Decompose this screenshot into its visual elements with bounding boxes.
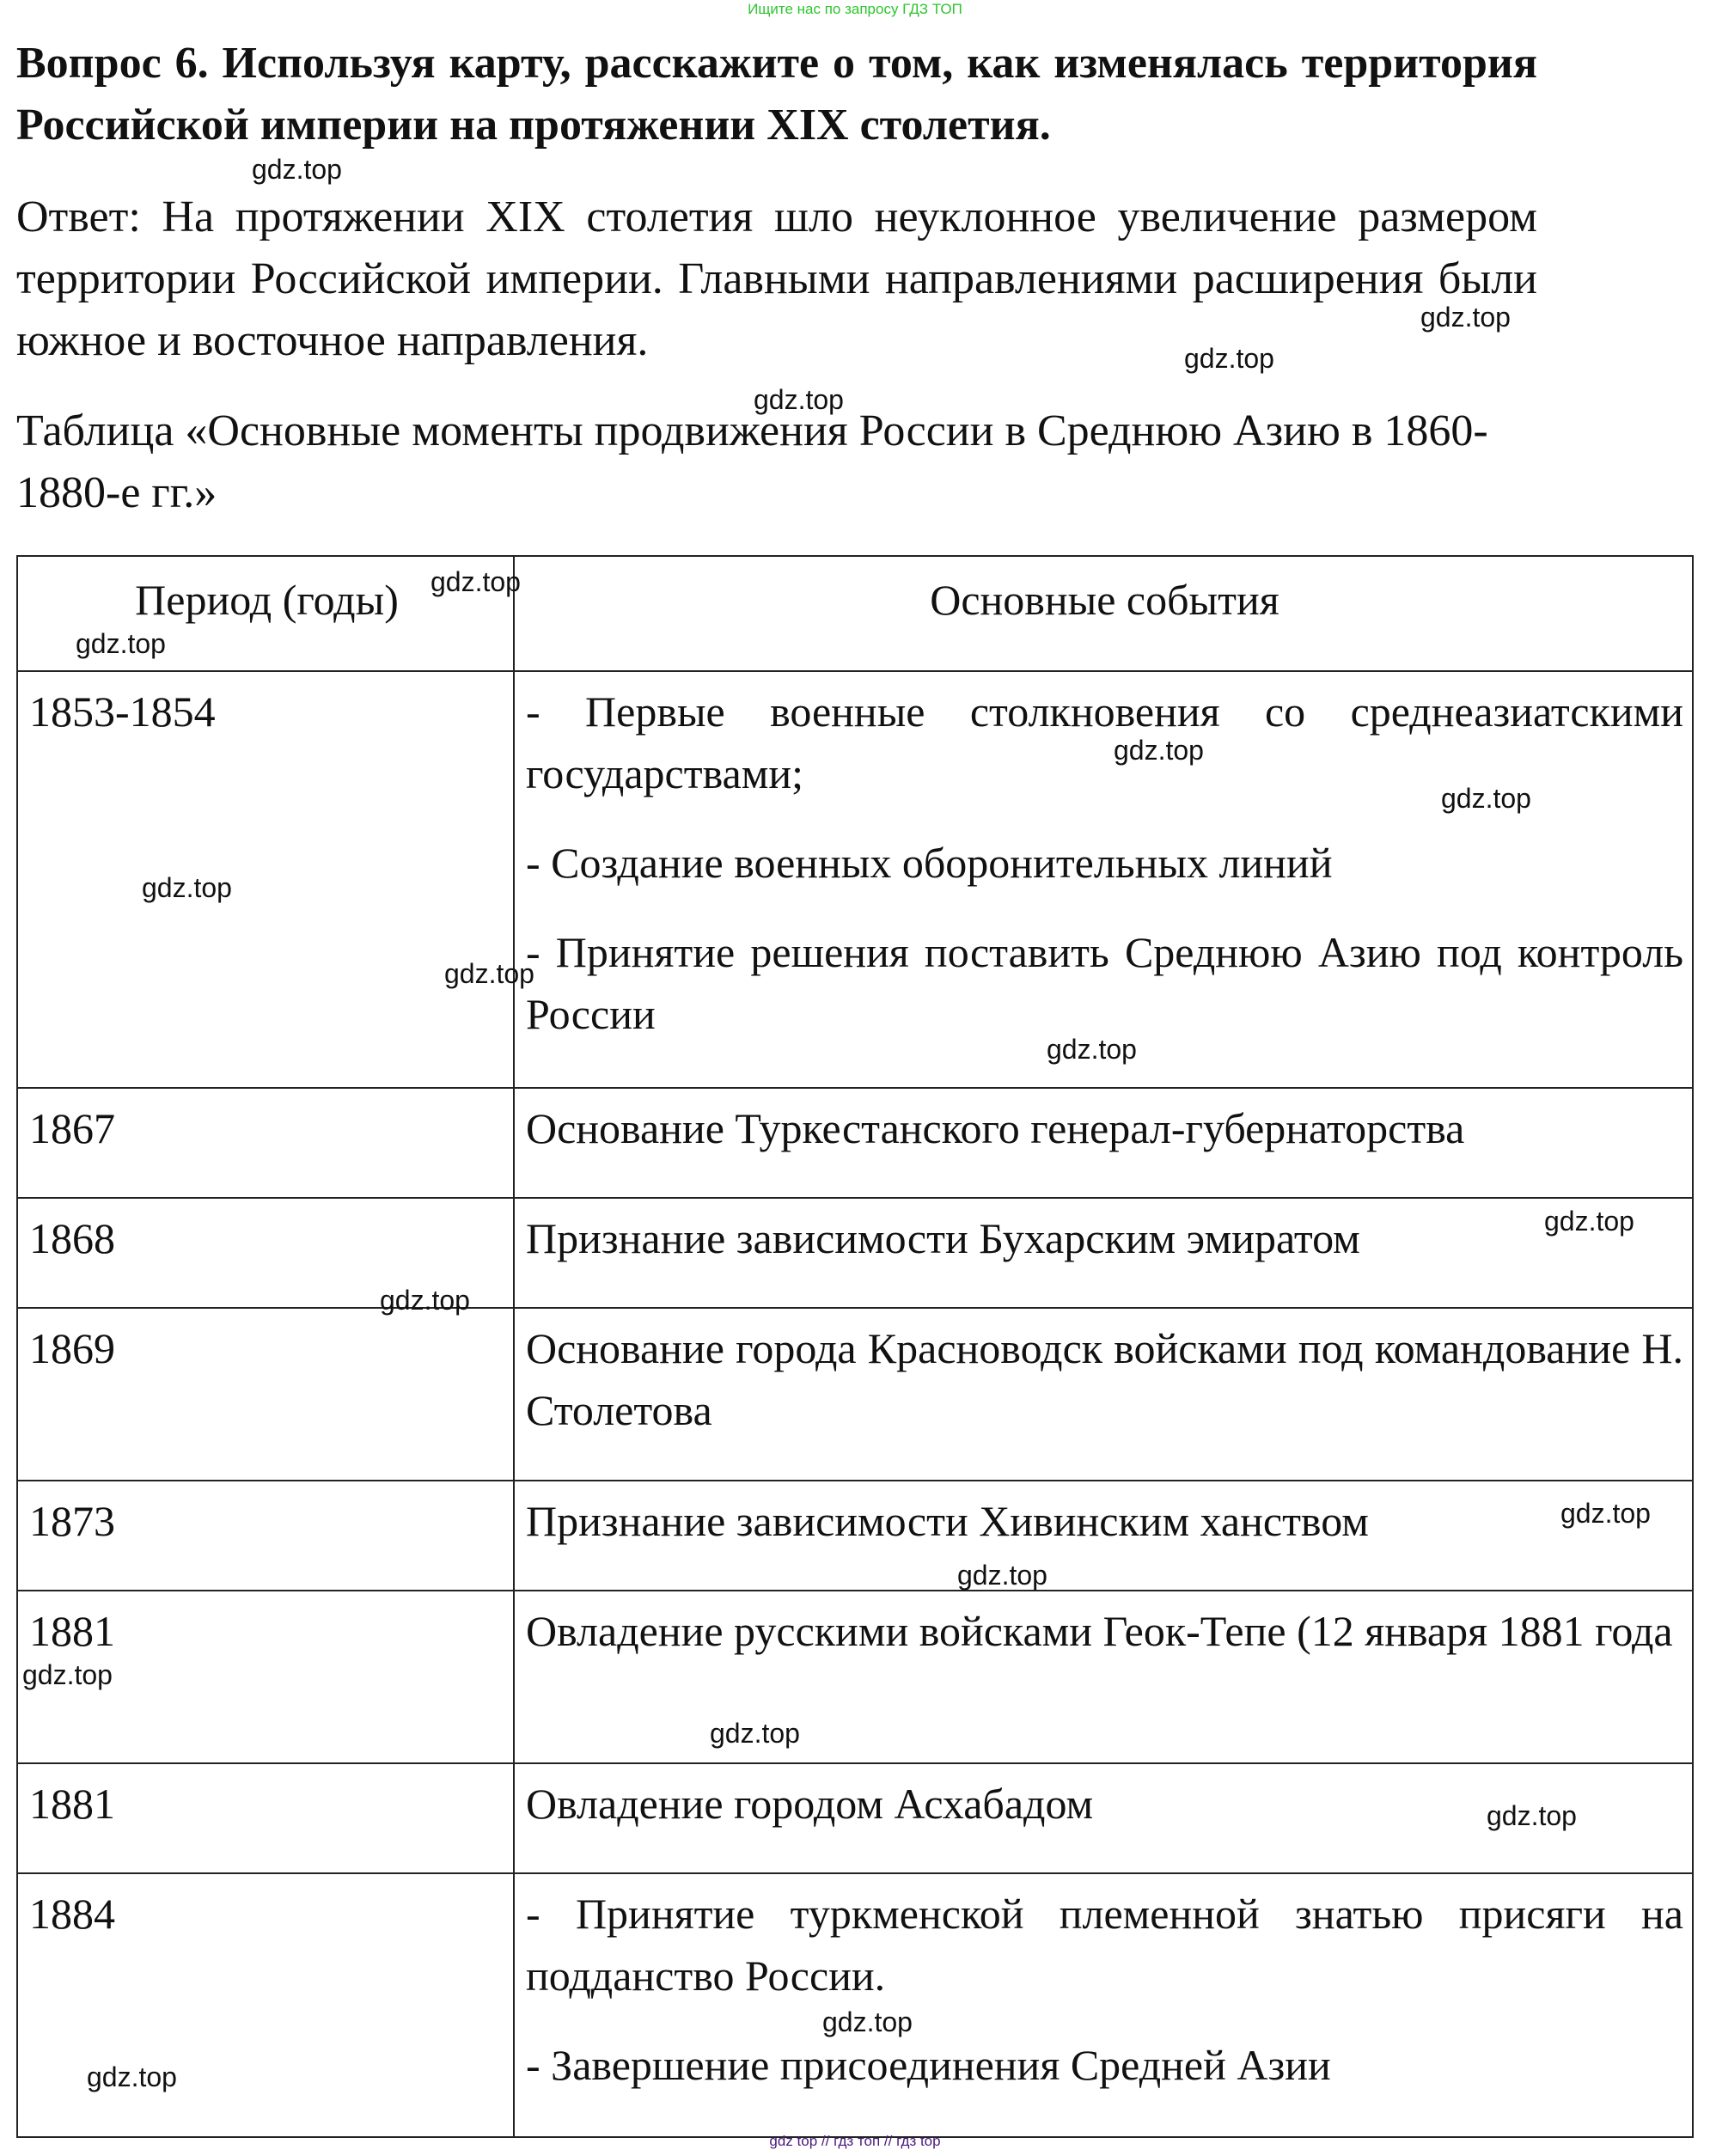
- table-row: [17, 671, 1693, 1088]
- event-text: Овладение русскими войсками Геок-Тепе (12 января 1881 года: [526, 1607, 1673, 1655]
- event-text: Основание города Красноводск войсками под командование Н. Столетова: [526, 1324, 1683, 1434]
- period-cell: 1853-1854: [17, 671, 514, 1088]
- header-period: Период (годы): [17, 556, 514, 671]
- table-row: [17, 1088, 1693, 1198]
- events-cell: [514, 1873, 1693, 2137]
- watermark: gdz.top: [1047, 1034, 1137, 1065]
- table-title: Таблица «Основные моменты продвижения России в Среднюю Азию в 1860-1880-е гг.»: [16, 406, 1488, 517]
- table-row: [17, 1591, 1693, 1763]
- bottom-banner: gdz top // гдз топ // гдз top: [769, 2133, 941, 2149]
- question-heading: Вопрос 6. Используя карту, расскажите о том, как изменялась территория Российской империи на протяжении XIX столетия.: [16, 39, 1537, 150]
- event-text: - Первые военные столкновения со среднеазиатскими государствами;: [526, 687, 1683, 797]
- table-row: [17, 1763, 1693, 1873]
- period-cell: 1881: [17, 1763, 514, 1873]
- events-cell: [514, 671, 1693, 1088]
- event-text: Основание Туркестанского генерал-губернаторства: [526, 1104, 1465, 1152]
- watermark: gdz.top: [1441, 783, 1531, 814]
- watermark: gdz.top: [76, 628, 166, 659]
- period-cell: 1869: [17, 1308, 514, 1481]
- table-row: [17, 1481, 1693, 1591]
- period-cell: 1867: [17, 1088, 514, 1198]
- watermark: gdz.top: [1184, 343, 1274, 374]
- watermark: gdz.top: [444, 958, 534, 989]
- period-cell: 1881: [17, 1591, 514, 1763]
- table-row: [17, 1198, 1693, 1308]
- watermark: gdz.top: [1420, 302, 1511, 333]
- table-row: [17, 1308, 1693, 1481]
- watermark: gdz.top: [1114, 735, 1204, 766]
- watermark: gdz.top: [252, 154, 342, 185]
- watermark: gdz.top: [142, 872, 232, 903]
- answer-text: Ответ: На протяжении XIX столетия шло неуклонное увеличение размером территории Российской империи. Главными направлениями расширения были южное и восточное направления.: [16, 192, 1537, 365]
- watermark: gdz.top: [431, 566, 521, 597]
- events-cell: [514, 1308, 1693, 1481]
- watermark: gdz.top: [380, 1285, 470, 1316]
- watermark: gdz.top: [710, 1718, 800, 1749]
- top-banner: Ищите нас по запросу ГДЗ ТОП: [748, 1, 962, 17]
- watermark: gdz.top: [1544, 1206, 1634, 1237]
- events-cell: [514, 1198, 1693, 1308]
- watermark: gdz.top: [957, 1560, 1047, 1591]
- events-cell: [514, 1481, 1693, 1591]
- watermark: gdz.top: [754, 384, 844, 415]
- table-header-row: [17, 556, 1693, 671]
- event-text: Признание зависимости Бухарским эмиратом: [526, 1214, 1360, 1262]
- period-cell: 1868: [17, 1198, 514, 1308]
- event-text: Признание зависимости Хивинским ханством: [526, 1497, 1369, 1545]
- header-events: Основные события: [514, 556, 1693, 671]
- table-row: [17, 1873, 1693, 2137]
- event-text: Овладение городом Асхабадом: [526, 1780, 1094, 1828]
- period-cell: 1884: [17, 1873, 514, 2137]
- events-cell: [514, 1088, 1693, 1198]
- event-text: - Принятие решения поставить Среднюю Азию под контроль России: [526, 928, 1683, 1038]
- watermark: gdz.top: [87, 2061, 177, 2092]
- event-text: - Создание военных оборонительных линий: [526, 839, 1333, 887]
- period-cell: 1873: [17, 1481, 514, 1591]
- watermark: gdz.top: [22, 1659, 113, 1690]
- event-text: - Завершение присоединения Средней Азии: [526, 2041, 1331, 2089]
- event-text: - Принятие туркменской племенной знатью присяги на подданство России.: [526, 1890, 1683, 2000]
- watermark: gdz.top: [1487, 1800, 1577, 1831]
- watermark: gdz.top: [1560, 1498, 1651, 1529]
- watermark: gdz.top: [822, 2006, 913, 2037]
- events-cell: [514, 1591, 1693, 1763]
